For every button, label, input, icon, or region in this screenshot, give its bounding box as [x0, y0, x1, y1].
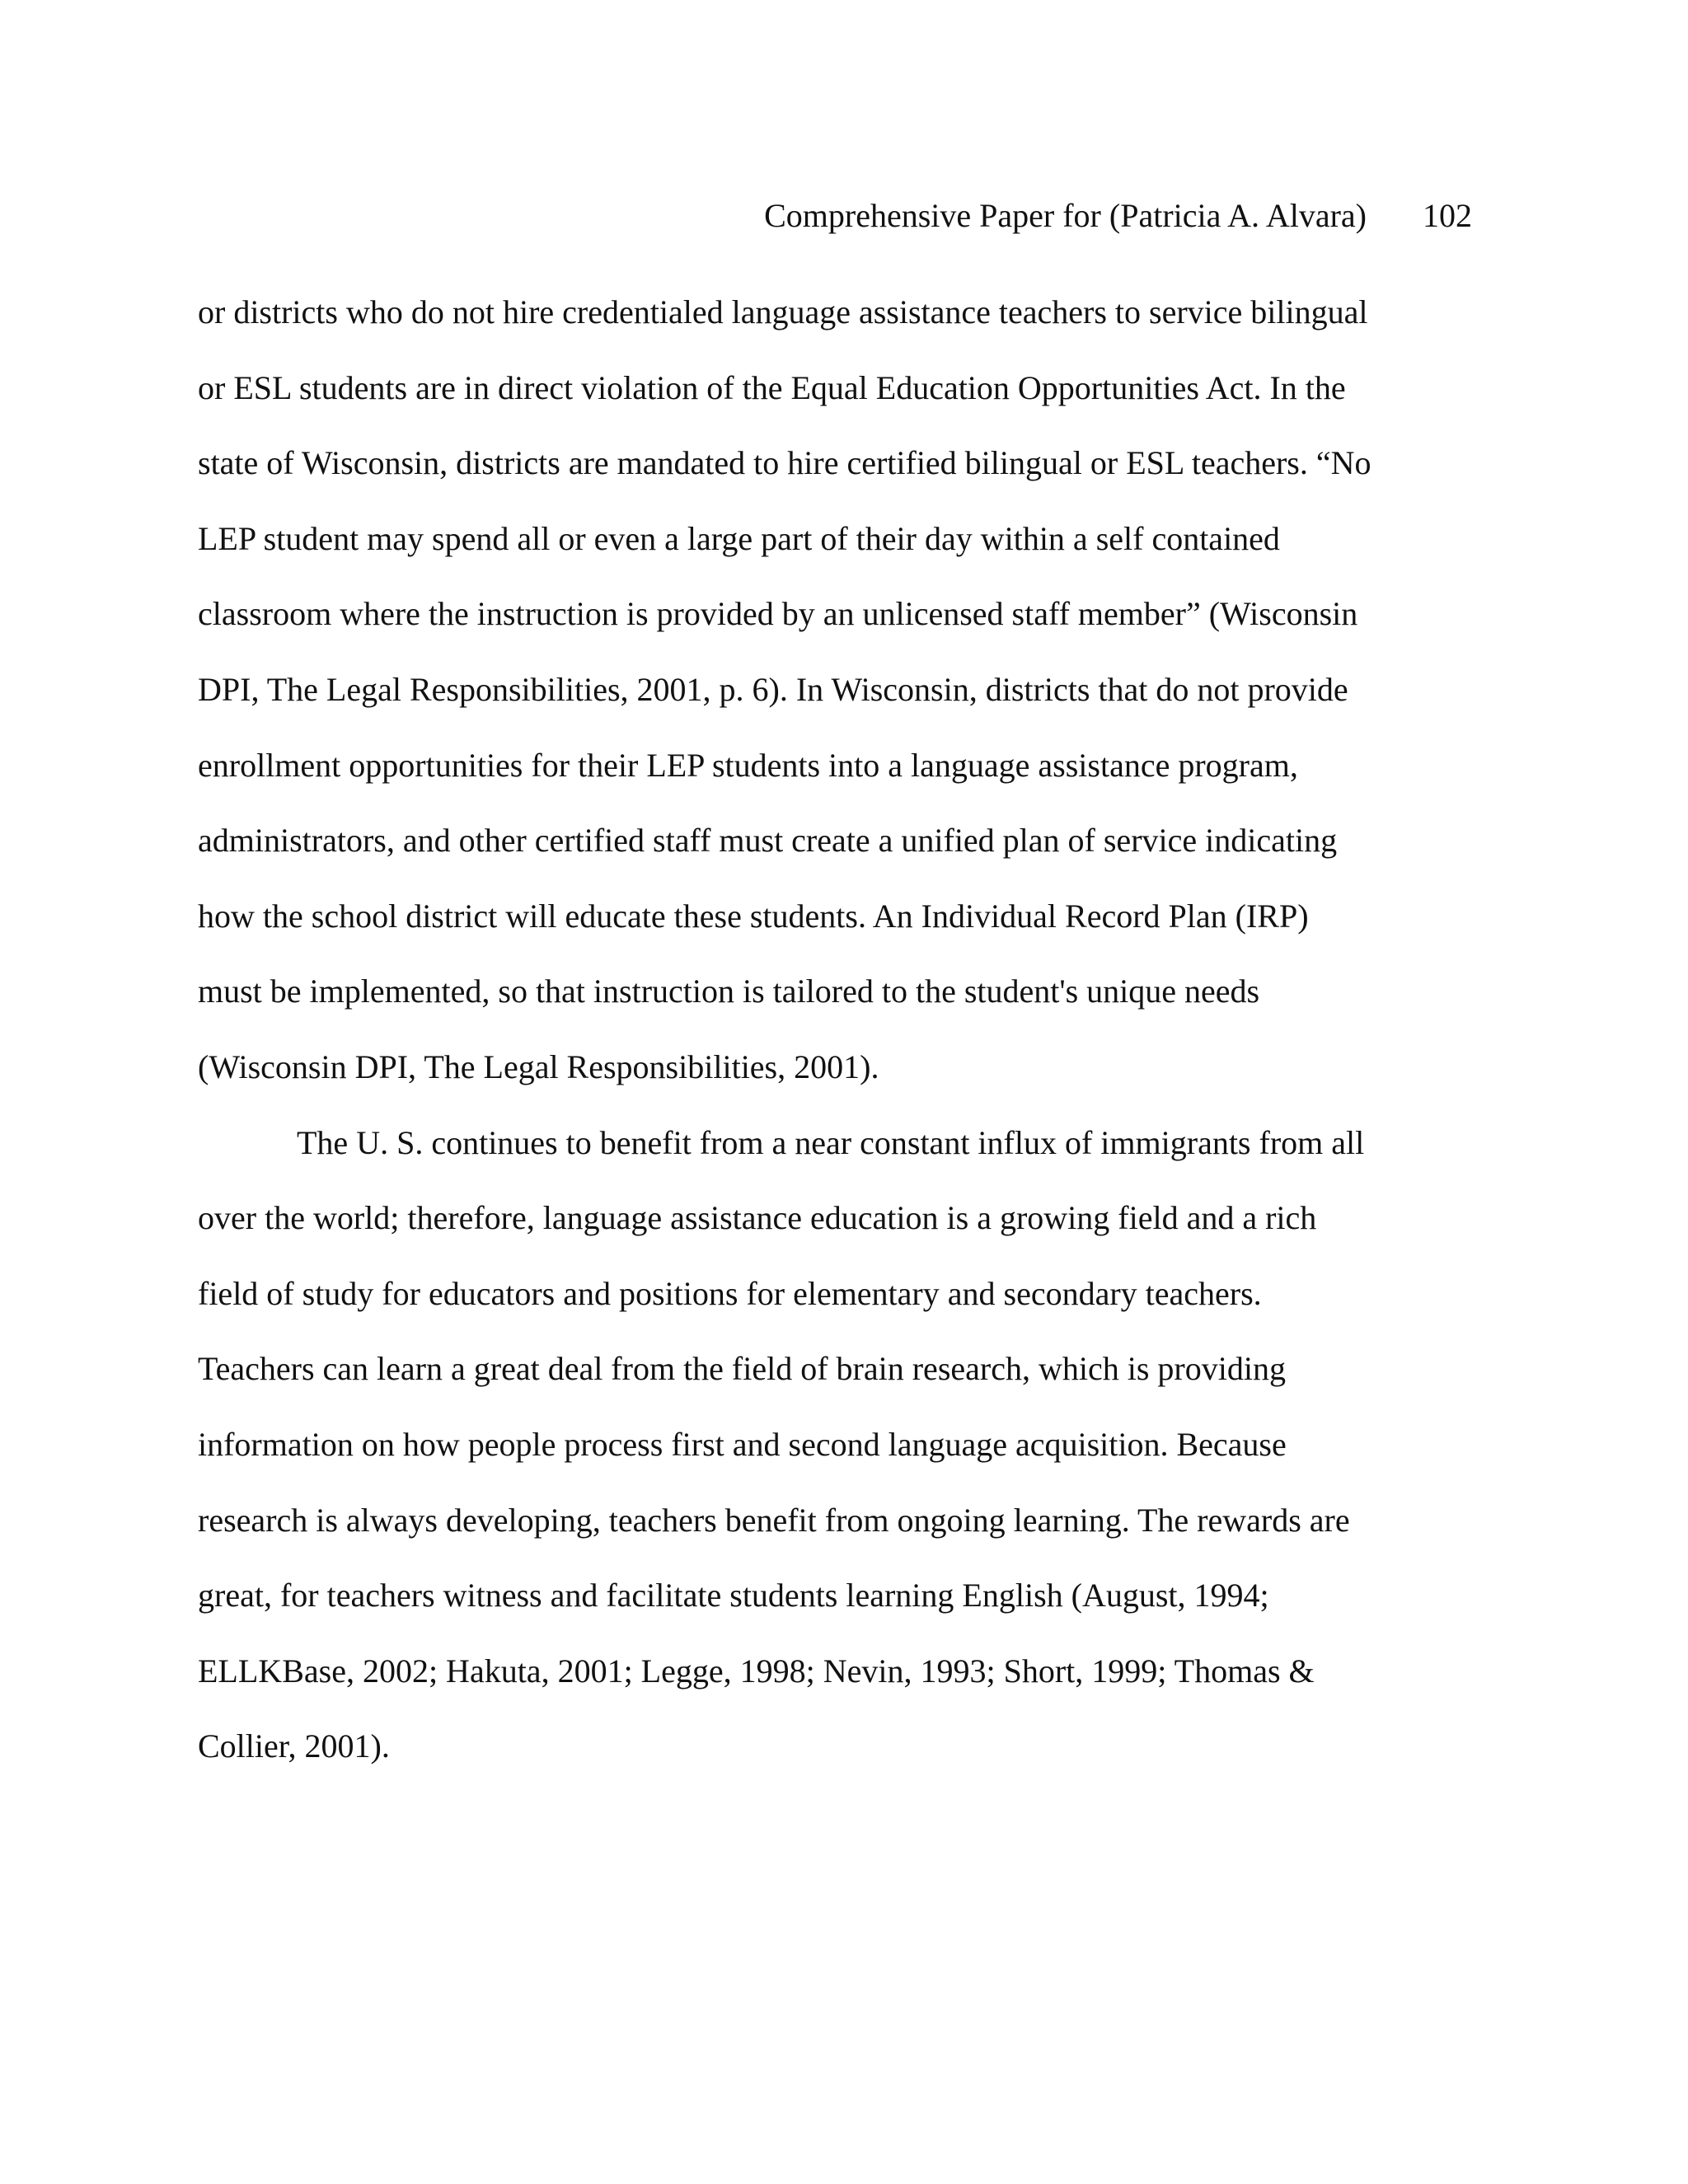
running-head — [764, 196, 1472, 236]
text-line: state of Wisconsin, districts are mandated to hire certified bilingual or ESL teachers. “No — [198, 444, 1372, 482]
text-line: over the world; therefore, language assistance education is a growing field and a rich — [198, 1199, 1317, 1237]
text-line: enrollment opportunities for their LEP students into a language assistance program, — [198, 746, 1298, 784]
text-line: classroom where the instruction is provided by an unlicensed staff member” (Wisconsin — [198, 595, 1358, 633]
text-line: Collier, 2001). — [198, 1727, 390, 1765]
running-head-title: Comprehensive Paper for (Patricia A. Alvara) — [764, 197, 1367, 234]
page-number: 102 — [1423, 197, 1472, 234]
text-line: administrators, and other certified staff must create a unified plan of service indicating — [198, 822, 1338, 860]
text-line: how the school district will educate these students. An Individual Record Plan (IRP) — [198, 897, 1309, 935]
paragraph-2 — [198, 1123, 1451, 1802]
text-line: The U. S. continues to benefit from a near constant influx of immigrants from all — [297, 1123, 1365, 1161]
paragraph-1 — [198, 293, 1451, 1123]
text-line: information on how people process first and second language acquisition. Because — [198, 1425, 1287, 1463]
text-line: must be implemented, so that instruction is tailored to the student's unique needs — [198, 972, 1260, 1010]
text-line: (Wisconsin DPI, The Legal Responsibilities, 2001). — [198, 1047, 879, 1085]
text-line: DPI, The Legal Responsibilities, 2001, p. 6). In Wisconsin, districts that do not provide — [198, 670, 1348, 708]
text-line: Teachers can learn a great deal from the field of brain research, which is providing — [198, 1350, 1286, 1388]
text-line: or ESL students are in direct violation of the Equal Education Opportunities Act. In the — [198, 368, 1346, 406]
text-line: ELLKBase, 2002; Hakuta, 2001; Legge, 1998; Nevin, 1993; Short, 1999; Thomas & — [198, 1652, 1315, 1690]
body-text — [198, 293, 1451, 1802]
text-line: LEP student may spend all or even a large part of their day within a self contained — [198, 519, 1280, 557]
text-line: research is always developing, teachers benefit from ongoing learning. The rewards are — [198, 1501, 1350, 1539]
text-line: field of study for educators and positions for elementary and secondary teachers. — [198, 1274, 1262, 1312]
text-line: great, for teachers witness and facilitate students learning English (August, 1994; — [198, 1577, 1269, 1615]
text-line: or districts who do not hire credentialed language assistance teachers to service bilingual — [198, 293, 1368, 330]
